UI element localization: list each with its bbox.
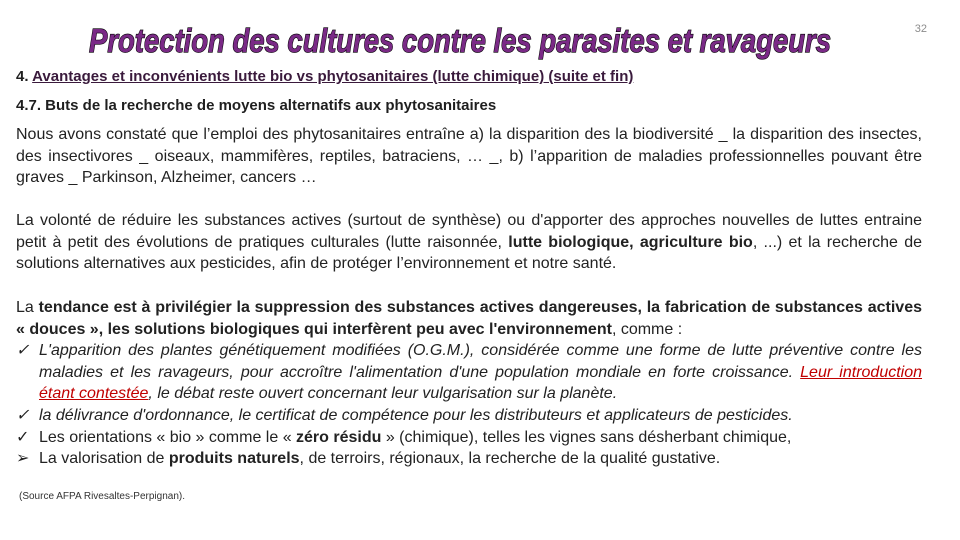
section-link[interactable]: Avantages et inconvénients lutte bio vs phytosanitaires (lutte chimique) (suite et fin)	[32, 68, 634, 85]
paragraph-2-text-c: , ...) et la recherche de solutions alternatives aux pesticides, afin de protéger l’environnement et notre santé.	[16, 233, 923, 273]
list-item-1-text-b: , le débat reste ouvert concernant leur vulgarisation sur la planète.	[148, 385, 618, 403]
paragraph-3-text-c: , comme :	[611, 320, 683, 338]
section-heading	[16, 68, 633, 85]
paragraph-1: Nous avons constaté que l’emploi des phytosanitaires entraîne a) la disparition des la biodiversité _ la disparition des insectes, des insectivores _ oiseaux, mammifères, reptiles, batraciens, … _, b) l’apparition de maladies professionnelles pouvant être graves _ Parkinson, Alzheimer, cancers …	[16, 126, 922, 187]
paragraph-2-text-a: La volonté de réduire les substances actives (surtout de synthèse) ou d'apporter des approches nouvelles de luttes entraine petit à petit des évolutions de pratiques culturales (lutte raisonnée,	[16, 212, 922, 251]
check-icon: ✓	[16, 342, 30, 360]
bullet-list	[16, 340, 922, 470]
page-number: 32	[914, 23, 927, 35]
list-item-3-text-b: » (chimique), telles les vignes sans désherbant chimique,	[381, 428, 792, 446]
list-item-4-bold: produits naturels	[168, 450, 300, 468]
list-item-3-bold: zéro résidu	[296, 428, 382, 446]
list-item	[16, 427, 922, 449]
source-note: (Source AFPA Rivesaltes-Perpignan).	[19, 491, 186, 502]
slide-title-text: Protection des cultures contre les parasites et ravageurs	[89, 22, 831, 59]
list-item-1-red: Leur introduction étant contestée	[39, 363, 923, 403]
arrow-icon: ➢	[16, 450, 30, 468]
list-item-4-text-b: , de terroirs, régionaux, la recherche de la qualité gustative.	[299, 450, 721, 468]
list-item	[16, 448, 922, 470]
paragraph-3-bold: tendance est à privilégier la suppression des substances actives dangereuses, la fabrication de substances actives « douces », les solutions biologiques qui interfèrent peu avec l'environnement	[16, 299, 922, 338]
list-item-3-text-a: Les orientations « bio » comme le «	[39, 428, 297, 446]
paragraph-3-text-a: La	[16, 299, 39, 316]
slide-title	[80, 14, 840, 62]
list-item	[16, 405, 922, 427]
paragraph-2	[16, 210, 922, 275]
list-item-4-text-a: La valorisation de	[39, 450, 169, 468]
paragraph-2-bold: lutte biologique, agriculture bio	[508, 233, 753, 251]
check-icon: ✓	[16, 428, 30, 446]
list-item-1-text-a: L'apparition des plantes génétiquement modifiées (O.G.M.), considérée comme une forme de lutte préventive contre les maladies et les ravageurs, pour accroître l'alimentation d'une population mondiale en forte croissance.	[39, 342, 922, 381]
section-number: 4.	[16, 68, 29, 85]
list-item	[16, 340, 922, 405]
subsection-heading: 4.7. Buts de la recherche de moyens alternatifs aux phytosanitaires	[16, 97, 497, 114]
paragraph-3	[16, 297, 922, 470]
paragraph-3-intro	[16, 297, 922, 340]
list-item-2-text: la délivrance d'ordonnance, le certificat de compétence pour les distributeurs et applicateurs de pesticides.	[39, 406, 793, 424]
check-icon: ✓	[16, 406, 30, 424]
